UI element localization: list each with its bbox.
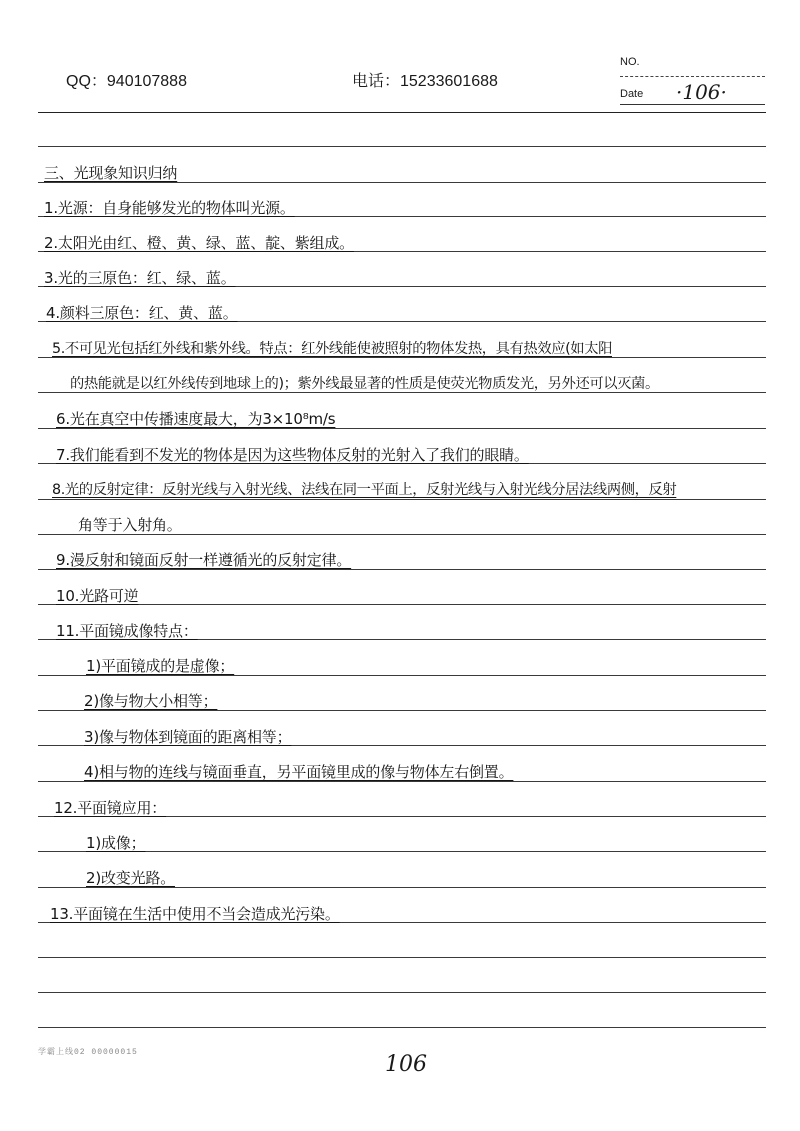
- note-line: 2.太阳光由红、橙、黄、绿、蓝、靛、紫组成。: [44, 234, 354, 252]
- note-subitem: 1)成像；: [86, 834, 146, 852]
- note-line: 11.平面镜成像特点：: [56, 622, 198, 640]
- note-line: 4.颜料三原色：红、黄、蓝。: [46, 304, 238, 322]
- footer-source-text: 学霸上线02 00000015: [38, 1048, 138, 1057]
- note-subitem: 1)平面镜成的是虚像；: [86, 657, 235, 675]
- ruled-line: [38, 1027, 766, 1028]
- note-line: 9.漫反射和镜面反射一样遵循光的反射定律。: [56, 551, 352, 569]
- note-line: 13.平面镜在生活中使用不当会造成光污染。: [50, 905, 340, 923]
- ruled-line: [38, 957, 766, 958]
- note-line: 7.我们能看到不发光的物体是因为这些物体反射的光射入了我们的眼睛。: [56, 446, 529, 464]
- note-line-continued: 的热能就是以红外线传到地球上的)；紫外线最显著的性质是使荧光物质发光，另外还可以灭菌。: [70, 376, 659, 392]
- note-line: 6.光在真空中传播速度最大，为3×10⁸m/s: [56, 410, 336, 428]
- phone-contact: 电话：15233601688: [352, 73, 498, 90]
- note-subitem: 3)像与物体到镜面的距离相等；: [84, 728, 292, 746]
- page-number: 106: [385, 1052, 427, 1077]
- ruled-line: [38, 851, 766, 852]
- ruled-line: [38, 146, 766, 147]
- note-line: 12.平面镜应用：: [54, 799, 167, 817]
- number-label: NO.: [620, 56, 640, 68]
- date-value: ·106·: [676, 80, 727, 104]
- note-line: 5.不可见光包括红外线和紫外线。特点：红外线能使被照射的物体发热，具有热效应(如太阳: [52, 341, 612, 357]
- note-subitem: 2)像与物大小相等；: [84, 692, 218, 710]
- ruled-line: [38, 604, 766, 605]
- note-line-continued: 角等于入射角。: [78, 516, 182, 534]
- ruled-line: [38, 499, 766, 500]
- note-line: 8.光的反射定律：反射光线与入射光线、法线在同一平面上，反射光线与入射光线分居法线两侧，反射: [52, 482, 677, 498]
- note-line: 3.光的三原色：红、绿、蓝。: [44, 269, 236, 287]
- date-label: Date: [620, 88, 644, 100]
- note-line: 10.光路可逆: [56, 587, 139, 605]
- note-subitem: 2)改变光路。: [86, 869, 175, 887]
- note-line: 1.光源：自身能够发光的物体叫光源。: [44, 199, 295, 217]
- section-heading: 三、光现象知识归纳: [44, 164, 178, 182]
- ruled-line: [38, 992, 766, 993]
- qq-contact: QQ：940107888: [66, 73, 187, 90]
- note-subitem: 4)相与物的连线与镜面垂直，另平面镜里成的像与物体左右倒置。: [84, 763, 514, 781]
